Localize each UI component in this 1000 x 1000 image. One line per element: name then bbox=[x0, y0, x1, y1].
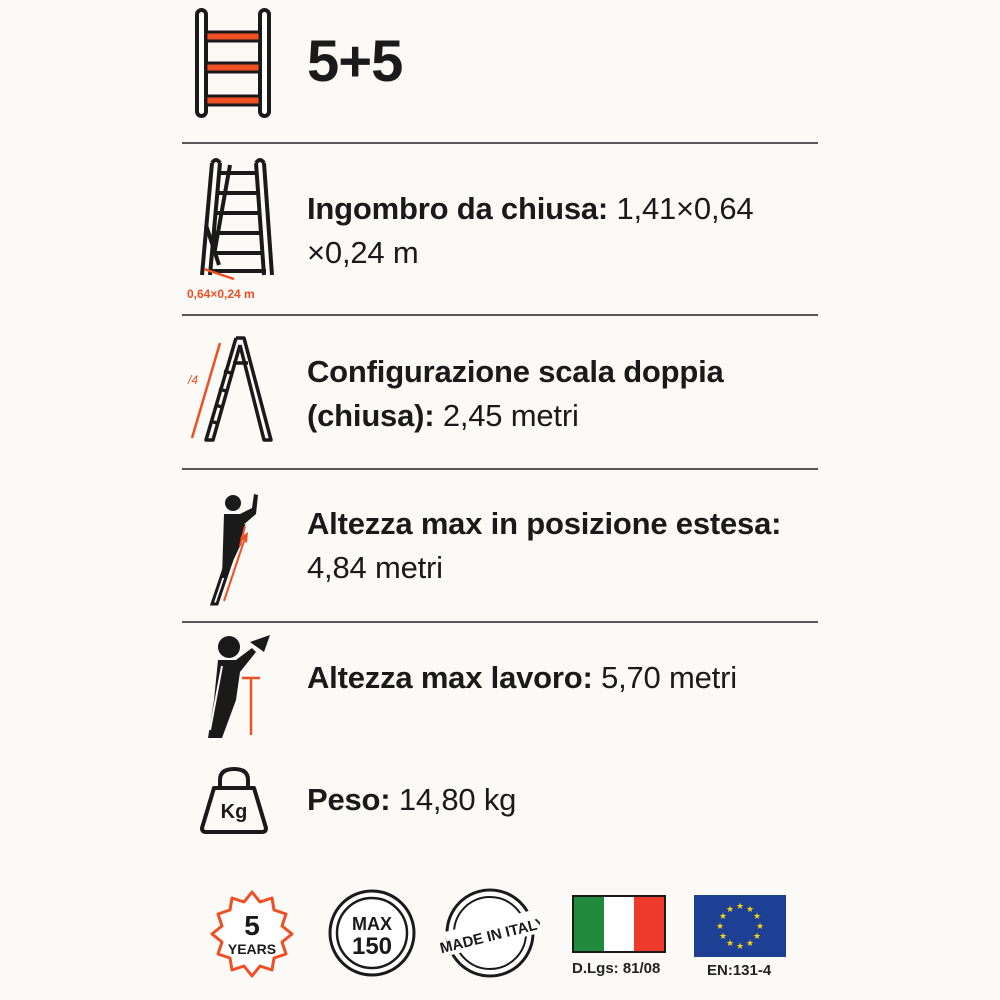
certification-badges bbox=[200, 880, 800, 995]
spec-label: Ingombro da chiusa: bbox=[307, 191, 609, 226]
spec-row-double-config bbox=[182, 325, 818, 460]
svg-text:★: ★ bbox=[745, 905, 755, 915]
spec-row-weight bbox=[182, 760, 818, 840]
svg-text:★: ★ bbox=[755, 922, 765, 932]
spec-row-max-working-height bbox=[182, 628, 818, 743]
italy-regulation-caption: D.Lgs: 81/08 bbox=[572, 960, 661, 977]
max-load-badge-icon bbox=[327, 888, 417, 983]
divider bbox=[182, 142, 818, 144]
spec-label-cont: (chiusa): bbox=[307, 398, 435, 433]
divider bbox=[182, 314, 818, 316]
weight-kg-icon bbox=[198, 764, 270, 841]
person-working-height-icon bbox=[192, 630, 282, 745]
svg-text:★: ★ bbox=[752, 912, 762, 922]
svg-text:★: ★ bbox=[752, 932, 762, 942]
spec-value-cont: ×0,24 m bbox=[307, 235, 419, 270]
spec-label: Altezza max lavoro: bbox=[307, 660, 593, 695]
spec-row-closed-size bbox=[182, 155, 818, 305]
depth-measure-line-icon bbox=[202, 265, 242, 285]
divider bbox=[182, 621, 818, 623]
svg-text:MAX: MAX bbox=[352, 914, 392, 934]
folded-size-caption: 0,64×0,24 m bbox=[187, 287, 255, 301]
divider bbox=[182, 468, 818, 470]
spec-label: Altezza max in posizione estesa: bbox=[307, 506, 782, 541]
eu-standard-caption: EN:131-4 bbox=[707, 962, 772, 979]
italy-flag-icon bbox=[572, 895, 666, 958]
kg-label: Kg bbox=[220, 801, 248, 823]
model-title: 5+5 bbox=[307, 29, 403, 94]
svg-text:★: ★ bbox=[745, 939, 755, 949]
spec-label: Configurazione scala doppia bbox=[307, 354, 724, 389]
spec-value: 2,45 metri bbox=[442, 398, 579, 433]
spec-value: 5,70 metri bbox=[601, 660, 737, 695]
a-frame-ladder-icon bbox=[182, 333, 277, 453]
svg-text:★: ★ bbox=[735, 942, 745, 952]
spec-label: Peso: bbox=[307, 782, 391, 817]
svg-text:★: ★ bbox=[725, 905, 735, 915]
svg-text:★: ★ bbox=[718, 912, 728, 922]
eu-flag-icon bbox=[694, 895, 786, 962]
svg-text:MADE IN ITALY: MADE IN ITALY bbox=[440, 914, 540, 958]
svg-text:★: ★ bbox=[735, 902, 745, 912]
height-indicator-label: /4 bbox=[188, 373, 199, 387]
made-in-italy-stamp-icon bbox=[440, 885, 540, 985]
spec-value: 4,84 metri bbox=[307, 550, 443, 585]
person-on-extended-ladder-icon bbox=[202, 486, 277, 616]
spec-value: 14,80 kg bbox=[398, 782, 517, 817]
svg-text:150: 150 bbox=[351, 933, 393, 960]
svg-text:YEARS: YEARS bbox=[227, 941, 277, 957]
svg-text:★: ★ bbox=[725, 939, 735, 949]
header-ladder-icon bbox=[193, 8, 273, 118]
warranty-badge-icon bbox=[208, 888, 296, 983]
svg-text:5: 5 bbox=[244, 910, 260, 941]
svg-text:★: ★ bbox=[715, 922, 725, 932]
svg-text:★: ★ bbox=[718, 932, 728, 942]
spec-value: 1,41×0,64 bbox=[616, 191, 754, 226]
spec-row-max-extended-height bbox=[182, 480, 818, 615]
